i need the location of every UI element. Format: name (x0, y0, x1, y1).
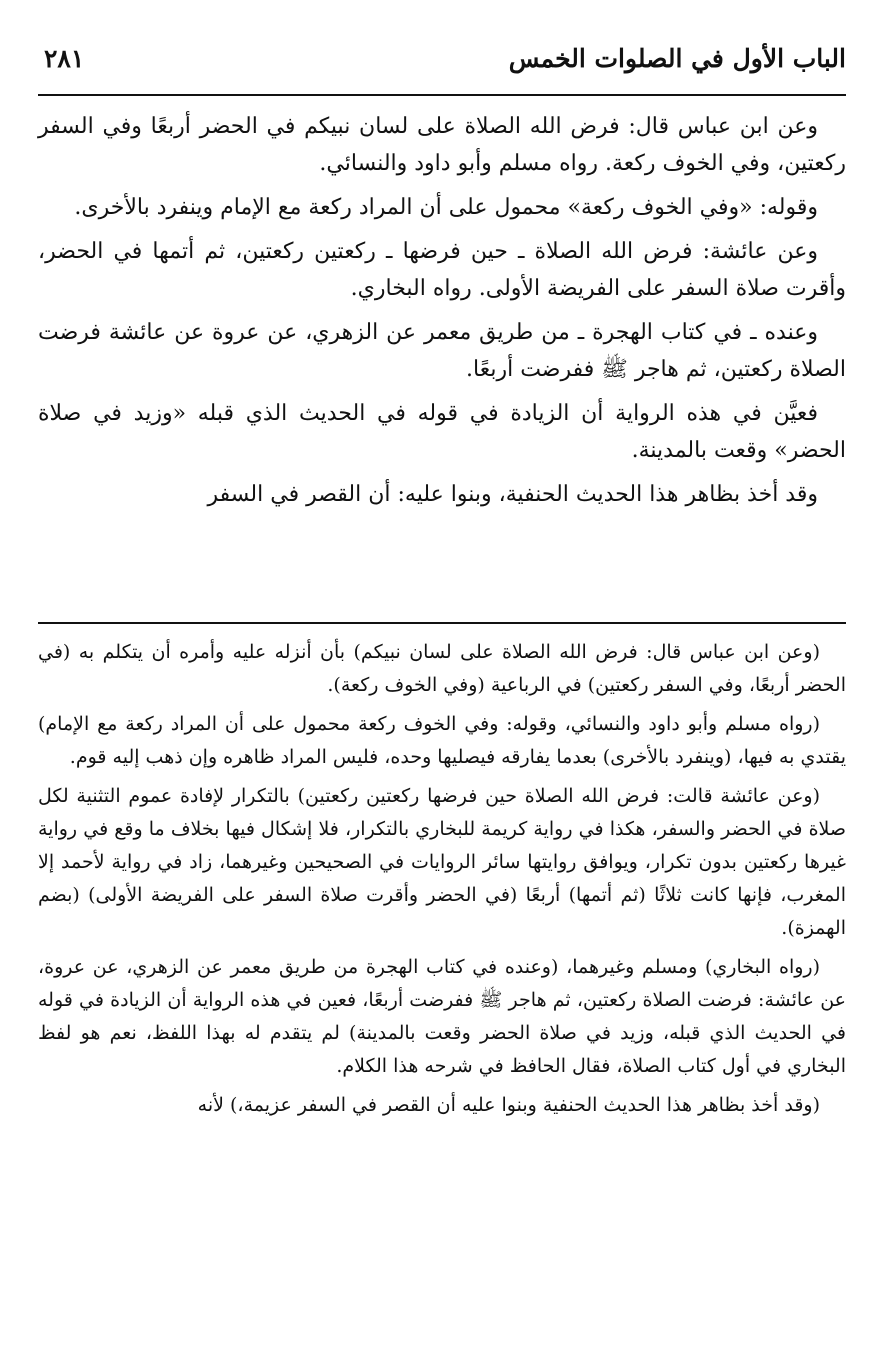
commentary-section (38, 636, 846, 1128)
commentary-paragraph-3: (وعن عائشة قالت: فرض الله الصلاة حين فرضها ركعتين ركعتين) بالتكرار لإفادة عموم التثنية لكل صلاة في الحضر والسفر، هكذا في رواية كريمة للبخاري بالتكرار، فلا إشكال فيها بخلاف ما وقع في رواية غيرها ركعتين بدون تكرار، ويوافق روايتها سائر الروايات في الصحيحين وغيرهما، زاد في رواية لأحمد إلا المغرب، فإنها كانت ثلاثًا (ثم أتمها) أربعًا (في الحضر وأقرت صلاة السفر على الفريضة الأولى) (بضم الهمزة). (38, 785, 846, 939)
page-number: ٢٨١ (44, 44, 85, 73)
main-text (38, 108, 846, 520)
section-divider (38, 622, 846, 624)
commentary-paragraph-1: (وعن ابن عباس قال: فرض الله الصلاة على لسان نبيكم) بأن أنزله عليه وأمره أن يتكلم به (في الحضر أربعًا، وفي السفر ركعتين) في الرباعية (وفي الخوف ركعة). (38, 641, 846, 696)
main-paragraph-6: وقد أخذ بظاهر هذا الحديث الحنفية، وبنوا عليه: أن القصر في السفر (207, 482, 818, 507)
chapter-title: الباب الأول في الصلوات الخمس (508, 44, 846, 73)
main-paragraph-1: وعن ابن عباس قال: فرض الله الصلاة على لسان نبيكم في الحضر أربعًا وفي السفر ركعتين، وفي الخوف ركعة. رواه مسلم وأبو داود والنسائي. (38, 114, 846, 176)
commentary-paragraph-2: (رواه مسلم وأبو داود والنسائي، وقوله: وفي الخوف ركعة محمول على أن المراد ركعة مع الإمام) يقتدي به فيها، (وينفرد بالأخرى) بعدما يفارقه فيصليها وحده، فليس المراد ظاهره وإن ذهب إليه قوم. (38, 713, 846, 768)
main-paragraph-5: فعيَّن في هذه الرواية أن الزيادة في قوله في الحديث الذي قبله «وزيد في صلاة الحضر» وقعت بالمدينة. (38, 401, 846, 463)
main-paragraph-2: وقوله: «وفي الخوف ركعة» محمول على أن المراد ركعة مع الإمام وينفرد بالأخرى. (74, 195, 818, 220)
main-paragraph-4: وعنده ـ في كتاب الهجرة ـ من طريق معمر عن الزهري، عن عروة عن عائشة فرضت الصلاة ركعتين، ثم هاجر ﷺ ففرضت أربعًا. (38, 320, 846, 382)
commentary-paragraph-5: (وقد أخذ بظاهر هذا الحديث الحنفية وبنوا عليه أن القصر في السفر عزيمة،) لأنه (197, 1094, 820, 1116)
commentary-paragraph-4: (رواه البخاري) ومسلم وغيرهما، (وعنده في كتاب الهجرة من طريق معمر عن الزهري، عن عروة، عن عائشة: فرضت الصلاة ركعتين، ثم هاجر ﷺ ففرضت أربعًا، فعين في هذه الرواية أن الزيادة في قوله في الحديث الذي قبله، وزيد في صلاة الحضر وقعت بالمدينة) لم يتقدم له بهذا اللفظ، نعم هو لفظ البخاري في أول كتاب الصلاة، فقال الحافظ في شرحه هذا الكلام. (38, 956, 846, 1077)
page-header (38, 38, 846, 96)
main-paragraph-3: وعن عائشة: فرض الله الصلاة ـ حين فرضها ـ ركعتين ركعتين، ثم أتمها في الحضر، وأقرت صلاة السفر على الفريضة الأولى. رواه البخاري. (38, 239, 846, 301)
